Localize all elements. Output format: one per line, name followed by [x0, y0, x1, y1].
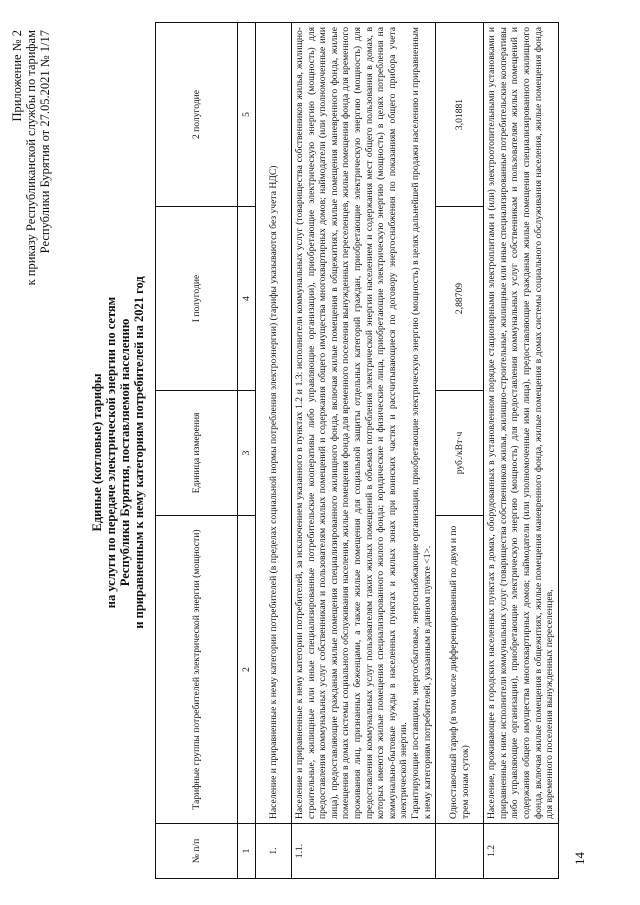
header-group: Тарифные группы потребителей электрической энергии (мощности) [156, 516, 238, 824]
table-row [292, 23, 436, 879]
col-number: 4 [238, 207, 256, 391]
category-description: Население, проживающее в городских населенных пунктах в домах, оборудованных в установленном порядке стационарными электроплитами и (или) электроотопительными установками и приравненные к ним: исполнители коммунальных услуг (товарищества собственников жилья, жилищно-строительные, жилищные или иные специализированные потребительские кооперативы либо управляющие организации), приобретающие электрическую энергию (мощность) для предоставления коммунальных услуг собственникам и пользователям жилых помещений и содержания общего имущества многоквартирных домов; наймодатели (или уполномоченные ими лица), предоставляющие гражданам жилые помещения специализированного жилищного фонда, включая жилые помещения в общежитиях, жилые помещения маневренного фонда, жилые помещения в домах системы социального обслуживания населения, жилые помещения фонда для временного поселения вынужденных переселенцев, [484, 23, 559, 824]
title-line-1: Единые (котловые) тарифы [90, 373, 104, 532]
category-description [292, 23, 436, 824]
table-row [484, 23, 559, 879]
title-line-3: Республики Бурятия, поставляемой населению [118, 318, 132, 587]
appendix-line-3: Республики Бурятия от 27.05.2021 № 1/17 [38, 30, 52, 254]
section-title: Население и приравненные к нему категории потребителей (в пределах социальной нормы потребления электроэнергии) (тарифы указываются без учета НДС) [256, 23, 292, 824]
table-row [436, 23, 484, 879]
title-line-4: и приравненным к нему категориям потребителей на 2021 год [132, 276, 146, 629]
row-number: 1.1. [292, 824, 436, 879]
tariff-table [155, 22, 559, 879]
col-number: 5 [238, 23, 256, 207]
appendix-line-1: Приложение № 2 [10, 30, 24, 122]
header-num: № п/п [156, 824, 238, 879]
tariff-name: Одноставочный тариф (в том числе дифференцированный по двум и по трем зонам суток) [436, 516, 484, 824]
tariff-value-second-half: 3,01881 [436, 23, 484, 207]
header-first-half: I полугодие [156, 207, 238, 391]
appendix-line-2: к приказу Республиканской службы по тарифам [24, 30, 38, 286]
table-row [256, 23, 292, 879]
page-number: 14 [572, 852, 587, 865]
tariff-value-first-half: 2,88709 [436, 207, 484, 391]
empty-cell [436, 824, 484, 879]
category-text: Гарантирующие поставщики, энергосбытовые, энергоснабжающие организации, приобретающие электрическую энергию (мощность) в целях дальнейшей продажи населению и приравненным к нему категориям потребителей, указанным в данном пункте <1>. [409, 27, 433, 819]
col-number: 1 [238, 824, 256, 879]
tariff-unit: руб./кВт·ч [436, 391, 484, 516]
row-number: 1.2 [484, 824, 559, 879]
header-row [156, 23, 238, 879]
title-line-2: на услуги по передаче электрической энергии по сетям [104, 296, 118, 609]
category-text: Население и приравненные к нему категории потребителей, за исключением указанного в пунктах 1.2 и 1.3: исполнители коммунальных услуг (товарищества собственников жилья, жилищно-строительные, жилищные или иные специализированные потребительские кооперативы либо управляющие организации), приобретающие электрическую энергию (мощность) для предоставления коммунальных услуг собственникам и пользователям жилых помещений и содержания общего имущества многоквартирных домов; наймодатели (или уполномоченные ими лица), предоставляющие гражданам жилые помещения специализированного жилищного фонда, включая жилые помещения в общежитиях, жилые помещения маневренного фонда, жилые помещения в домах системы социального обслуживания населения, жилые помещения фонда для временного поселения вынужденных переселенцев, жилые помещения фонда для временного проживания лиц, признанных беженцами, а также жилые помещения для социальной защиты отдельных категорий граждан, приобретающие электрическую энергию (мощность) для предоставления коммунальных услуг пользователям таких жилых помещений в объемах потребления электрической энергии населением и содержания мест общего пользования в домах, в которых имеются жилые помещения специализированного жилого фонда; юридические и физические лица, приобретающие электрическую энергию (мощность) в целях потребления на коммунально-бытовые нужды в населенных пунктах и жилых зонах при воинских частях и рассчитывающиеся по договору энергоснабжения по показаниям общего прибора учета электрической энергии. [294, 27, 410, 819]
document-title [90, 0, 146, 905]
col-number: 3 [238, 391, 256, 516]
row-number: 1. [256, 824, 292, 879]
header-unit: Единица измерения [156, 391, 238, 516]
header-second-half: 2 полугодие [156, 23, 238, 207]
column-number-row [238, 23, 256, 879]
col-number: 2 [238, 516, 256, 824]
appendix-header [10, 30, 52, 460]
